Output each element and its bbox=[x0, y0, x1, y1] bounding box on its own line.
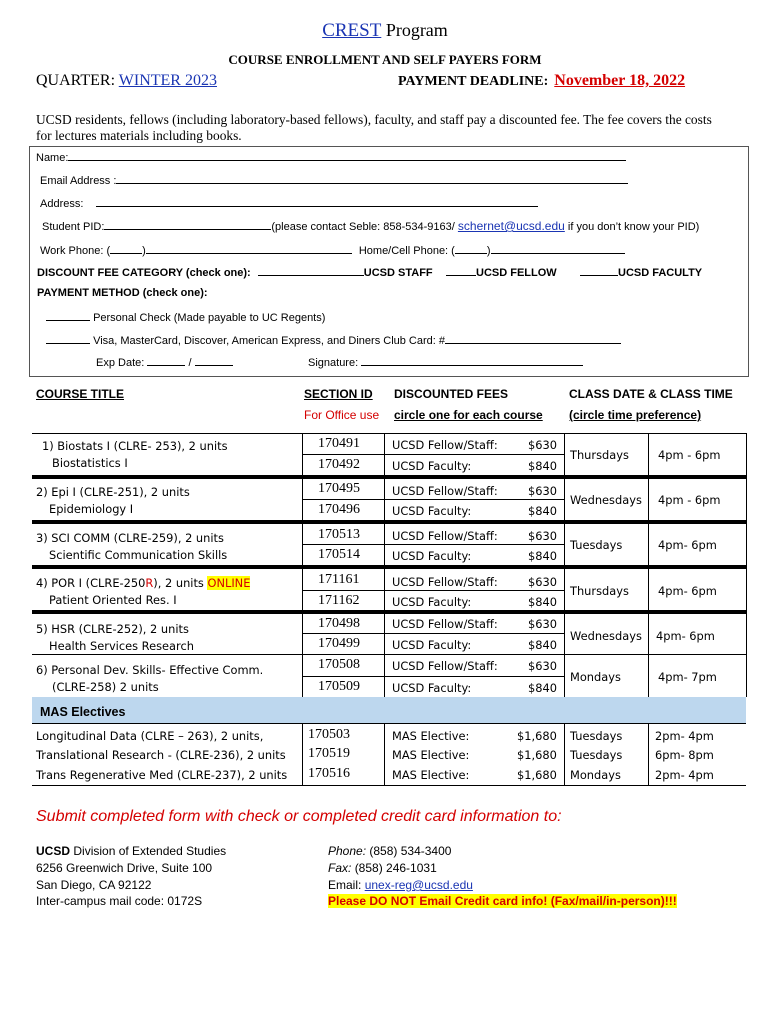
online-badge: ONLINE bbox=[207, 576, 251, 590]
work-paren: ) bbox=[142, 245, 146, 257]
course-separator bbox=[32, 610, 746, 614]
course-line2: (CLRE-258) 2 units bbox=[52, 680, 159, 694]
signature-label: Signature: bbox=[308, 357, 359, 369]
crest-link[interactable]: CREST bbox=[322, 20, 382, 41]
fee-label[interactable]: UCSD Faculty: bbox=[392, 595, 472, 609]
class-time[interactable]: 4pm- 6pm bbox=[658, 538, 717, 552]
section-id: 170513 bbox=[318, 527, 360, 542]
fee-label[interactable]: UCSD Fellow/Staff: bbox=[392, 484, 498, 498]
class-time[interactable]: 6pm- 8pm bbox=[655, 748, 714, 762]
section-id: 170503 bbox=[308, 727, 350, 742]
form-title: COURSE ENROLLMENT AND SELF PAYERS FORM bbox=[228, 52, 542, 67]
home-phone-label: Home/Cell Phone: ( bbox=[358, 245, 455, 257]
payment-label: PAYMENT METHOD (check one): bbox=[37, 287, 208, 299]
course-separator bbox=[32, 565, 746, 569]
circle-time-note: (circle time preference) bbox=[569, 408, 702, 422]
col-divider bbox=[746, 433, 747, 697]
course-line1: 6) Personal Dev. Skills- Effective Comm. bbox=[36, 663, 264, 677]
address-row bbox=[40, 195, 538, 211]
course-line1: 3) SCI COMM (CLRE-259), 2 units bbox=[36, 531, 224, 545]
fellow-option bbox=[446, 264, 557, 280]
credit-card-warning: Please DO NOT Email Credit card info! (Fax/mail/in-person)!!! bbox=[328, 894, 677, 908]
pid-note: (please contact Seble: 858-534-9163/ bbox=[271, 221, 455, 233]
section-id: 170519 bbox=[308, 746, 350, 761]
submit-instructions: Submit completed form with check or completed credit card information to: bbox=[36, 808, 562, 825]
class-day[interactable]: Wednesdays bbox=[570, 629, 642, 643]
email-row bbox=[40, 172, 628, 188]
email-link[interactable]: unex-reg@ucsd.edu bbox=[364, 878, 473, 892]
work-phone-field[interactable] bbox=[146, 242, 352, 254]
course-line1-end: ), 2 units bbox=[153, 576, 208, 590]
fax-label: Fax: bbox=[328, 861, 352, 875]
mas-bottom-rule bbox=[32, 785, 746, 786]
fee-label[interactable]: MAS Elective: bbox=[392, 748, 470, 762]
payment-deadline bbox=[398, 72, 685, 90]
program-word: Program bbox=[385, 20, 448, 40]
faculty-option bbox=[580, 264, 702, 280]
phone-label: Phone: bbox=[328, 844, 367, 858]
section-id: 170508 bbox=[318, 657, 360, 672]
work-area-code[interactable] bbox=[110, 242, 142, 254]
org-name bbox=[36, 843, 226, 859]
discounted-fees-header: DISCOUNTED FEES bbox=[394, 387, 509, 401]
course-name bbox=[36, 662, 263, 696]
fee-amount[interactable]: $630 bbox=[528, 438, 557, 452]
class-day[interactable]: Tuesdays bbox=[570, 748, 623, 762]
fee-label[interactable]: UCSD Fellow/Staff: bbox=[392, 575, 498, 589]
fee-label[interactable]: MAS Elective: bbox=[392, 729, 470, 743]
class-day[interactable]: Tuesdays bbox=[570, 729, 623, 743]
fee-amount[interactable]: $630 bbox=[528, 575, 557, 589]
row-divider bbox=[302, 633, 564, 634]
row-divider bbox=[302, 454, 564, 455]
fee-amount[interactable]: $1,680 bbox=[517, 768, 557, 782]
warning-line bbox=[328, 893, 677, 909]
office-use-note: For Office use bbox=[304, 408, 380, 422]
row-divider bbox=[302, 544, 564, 545]
class-time[interactable]: 4pm- 6pm bbox=[656, 629, 715, 643]
section-id-header: SECTION ID bbox=[304, 387, 373, 401]
section-id: 170516 bbox=[308, 766, 350, 781]
fee-label[interactable]: UCSD Fellow/Staff: bbox=[392, 659, 498, 673]
address-line: Inter-campus mail code: 0172S bbox=[36, 894, 203, 908]
course-line1: 2) Epi I (CLRE-251), 2 units bbox=[36, 485, 190, 499]
row-divider bbox=[302, 676, 564, 677]
quarter-value[interactable]: WINTER 2023 bbox=[118, 72, 217, 89]
course-name bbox=[36, 530, 227, 564]
card-number-field[interactable] bbox=[445, 332, 621, 344]
class-day[interactable]: Wednesdays bbox=[570, 493, 642, 507]
course-code-suffix: R bbox=[145, 576, 154, 590]
staff-check[interactable] bbox=[258, 264, 364, 276]
fee-label[interactable]: UCSD Faculty: bbox=[392, 459, 472, 473]
exp-year-field[interactable] bbox=[195, 354, 233, 366]
fee-amount[interactable]: $840 bbox=[528, 595, 557, 609]
fellow-check[interactable] bbox=[446, 264, 476, 276]
course-line2: Scientific Communication Skills bbox=[49, 548, 228, 562]
col-divider bbox=[302, 723, 303, 785]
quarter bbox=[36, 72, 217, 90]
name-row bbox=[36, 149, 626, 165]
col-divider bbox=[648, 433, 649, 697]
section-id: 170514 bbox=[318, 547, 360, 562]
class-time[interactable]: 4pm - 6pm bbox=[658, 493, 721, 507]
row-divider bbox=[302, 499, 564, 500]
home-area-code[interactable] bbox=[455, 242, 487, 254]
course-name bbox=[42, 438, 228, 472]
email-line bbox=[328, 877, 473, 893]
col-divider bbox=[384, 723, 385, 785]
col-divider bbox=[302, 433, 303, 697]
course-name bbox=[36, 575, 250, 609]
pid-field[interactable] bbox=[104, 218, 271, 230]
course-line1: 5) HSR (CLRE-252), 2 units bbox=[36, 622, 189, 636]
fax-number: (858) 246-1031 bbox=[354, 861, 437, 875]
col-divider bbox=[564, 723, 565, 785]
fee-amount[interactable]: $840 bbox=[528, 459, 557, 473]
section-id: 170496 bbox=[318, 502, 360, 517]
home-phone-field[interactable] bbox=[491, 242, 625, 254]
class-day[interactable]: Mondays bbox=[570, 670, 621, 684]
fee-label[interactable]: UCSD Faculty: bbox=[392, 504, 472, 518]
fee-amount[interactable]: $630 bbox=[528, 484, 557, 498]
fee-amount[interactable]: $840 bbox=[528, 504, 557, 518]
course-line1: 4) POR I (CLRE-250 bbox=[36, 576, 146, 590]
fee-amount[interactable]: $630 bbox=[528, 659, 557, 673]
row-divider bbox=[302, 590, 564, 591]
email-label: Email: bbox=[328, 878, 362, 892]
fee-amount[interactable]: $1,680 bbox=[517, 748, 557, 762]
course-title-header: COURSE TITLE bbox=[36, 387, 125, 401]
table-top-rule bbox=[32, 433, 746, 434]
course-line2: Patient Oriented Res. I bbox=[49, 593, 177, 607]
deadline-label: PAYMENT DEADLINE: bbox=[398, 74, 549, 89]
class-date-header: CLASS DATE & CLASS TIME bbox=[569, 387, 733, 401]
phone-line bbox=[328, 843, 451, 859]
org-bold: UCSD bbox=[36, 844, 71, 858]
signature-field[interactable] bbox=[361, 354, 583, 366]
fee-label[interactable]: UCSD Fellow/Staff: bbox=[392, 529, 498, 543]
section-id: 171161 bbox=[318, 572, 360, 587]
discount-label: DISCOUNT FEE CATEGORY (check one): bbox=[37, 267, 251, 279]
mas-course-name: Trans Regenerative Med (CLRE-237), 2 units bbox=[36, 768, 288, 782]
address-label: Address: bbox=[40, 198, 84, 210]
org-rest: Division of Extended Studies bbox=[73, 844, 227, 858]
pid-label: Student PID: bbox=[42, 221, 105, 233]
class-day[interactable]: Thursdays bbox=[570, 448, 629, 462]
section-id: 170499 bbox=[318, 636, 360, 651]
class-time[interactable]: 4pm - 6pm bbox=[658, 448, 721, 462]
fee-label[interactable]: UCSD Fellow/Staff: bbox=[392, 617, 498, 631]
course-line2: Health Services Research bbox=[49, 639, 194, 653]
pay-check-row bbox=[46, 309, 325, 325]
fee-amount[interactable]: $840 bbox=[528, 549, 557, 563]
course-line2: Epidemiology I bbox=[49, 502, 134, 516]
fee-label[interactable]: UCSD Fellow/Staff: bbox=[392, 438, 498, 452]
cat-staff: UCSD STAFF bbox=[363, 267, 433, 279]
address-line: San Diego, CA 92122 bbox=[36, 878, 152, 892]
address-field[interactable] bbox=[96, 195, 538, 207]
deadline-date: November 18, 2022 bbox=[554, 72, 686, 89]
home-paren: ) bbox=[486, 245, 491, 257]
phone-number: (858) 534-3400 bbox=[369, 844, 452, 858]
exp-month-field[interactable] bbox=[147, 354, 185, 366]
class-time[interactable]: 4pm- 7pm bbox=[658, 670, 717, 684]
exp-row bbox=[96, 354, 233, 370]
pay-card-box[interactable] bbox=[46, 332, 90, 344]
mas-course-name: Longitudinal Data (CLRE – 263), 2 units, bbox=[36, 729, 264, 743]
fee-amount[interactable]: $840 bbox=[528, 638, 557, 652]
name-label: Name: bbox=[36, 152, 69, 164]
mas-divider bbox=[32, 723, 746, 724]
col-divider bbox=[384, 433, 385, 697]
course-separator bbox=[32, 520, 746, 524]
fee-label[interactable]: MAS Elective: bbox=[392, 768, 470, 782]
pay-check-box[interactable] bbox=[46, 309, 90, 321]
section-id: 170495 bbox=[318, 481, 360, 496]
section-id: 170491 bbox=[318, 436, 360, 451]
class-time[interactable]: 2pm- 4pm bbox=[655, 729, 714, 743]
fee-label[interactable]: UCSD Faculty: bbox=[392, 549, 472, 563]
name-field[interactable] bbox=[68, 149, 626, 161]
pid-row bbox=[42, 218, 699, 234]
class-time[interactable]: 2pm- 4pm bbox=[655, 768, 714, 782]
col-divider bbox=[564, 433, 565, 697]
pay-card-row bbox=[46, 332, 621, 348]
fee-amount[interactable]: $840 bbox=[528, 681, 557, 695]
fee-label[interactable]: UCSD Faculty: bbox=[392, 638, 472, 652]
fee-label[interactable]: UCSD Faculty: bbox=[392, 681, 472, 695]
col-divider bbox=[648, 723, 649, 785]
email-field[interactable] bbox=[116, 172, 628, 184]
mas-electives-label: MAS Electives bbox=[40, 705, 126, 719]
section-id: 170492 bbox=[318, 457, 360, 472]
pid-email-link[interactable]: schernet@ucsd.edu bbox=[457, 219, 565, 233]
circle-one-note: circle one for each course bbox=[394, 408, 543, 422]
signature-row bbox=[308, 354, 583, 370]
class-day[interactable]: Thursdays bbox=[570, 584, 629, 598]
class-day[interactable]: Mondays bbox=[570, 768, 621, 782]
work-phone-label: Work Phone: ( bbox=[40, 245, 111, 257]
section-id: 170498 bbox=[318, 616, 360, 631]
address-line: 6256 Greenwich Drive, Suite 100 bbox=[36, 861, 213, 875]
cat-faculty: UCSD FACULTY bbox=[618, 267, 703, 279]
cat-fellow: UCSD FELLOW bbox=[476, 267, 557, 279]
intro-text: UCSD residents, fellows (including laboratory-based fellows), faculty, and staff pay a discounted fee. The fee covers the costs for lectures materials including books. bbox=[36, 112, 712, 143]
pid-note-end: if you don’t know your PID) bbox=[567, 221, 700, 233]
course-separator bbox=[32, 475, 746, 479]
course-name bbox=[36, 621, 194, 655]
fee-amount[interactable]: $630 bbox=[528, 529, 557, 543]
course-name bbox=[36, 484, 190, 518]
class-time[interactable]: 4pm- 6pm bbox=[658, 584, 717, 598]
fee-amount[interactable]: $630 bbox=[528, 617, 557, 631]
course-line2: Biostatistics I bbox=[52, 456, 128, 470]
section-id: 170509 bbox=[318, 679, 360, 694]
email-label: Email Address : bbox=[40, 175, 117, 187]
fee-amount[interactable]: $1,680 bbox=[517, 729, 557, 743]
quarter-label: QUARTER: bbox=[36, 72, 116, 89]
exp-label: Exp Date: bbox=[96, 357, 145, 369]
discount-row bbox=[37, 264, 433, 280]
fax-line bbox=[328, 860, 437, 876]
pay-check-label: Personal Check (Made payable to UC Regents) bbox=[93, 312, 326, 324]
exp-slash: / bbox=[188, 357, 192, 369]
pay-card-label: Visa, MasterCard, Discover, American Express, and Diners Club Card: # bbox=[93, 335, 445, 347]
mas-electives-band bbox=[32, 697, 746, 723]
section-id: 171162 bbox=[318, 593, 360, 608]
course-line1: 1) Biostats I (CLRE- 253), 2 units bbox=[42, 439, 228, 453]
mas-course-name: Translational Research - (CLRE-236), 2 units bbox=[36, 748, 286, 762]
phone-row bbox=[40, 242, 625, 258]
faculty-check[interactable] bbox=[580, 264, 618, 276]
class-day[interactable]: Tuesdays bbox=[570, 538, 623, 552]
program-title bbox=[0, 20, 770, 42]
